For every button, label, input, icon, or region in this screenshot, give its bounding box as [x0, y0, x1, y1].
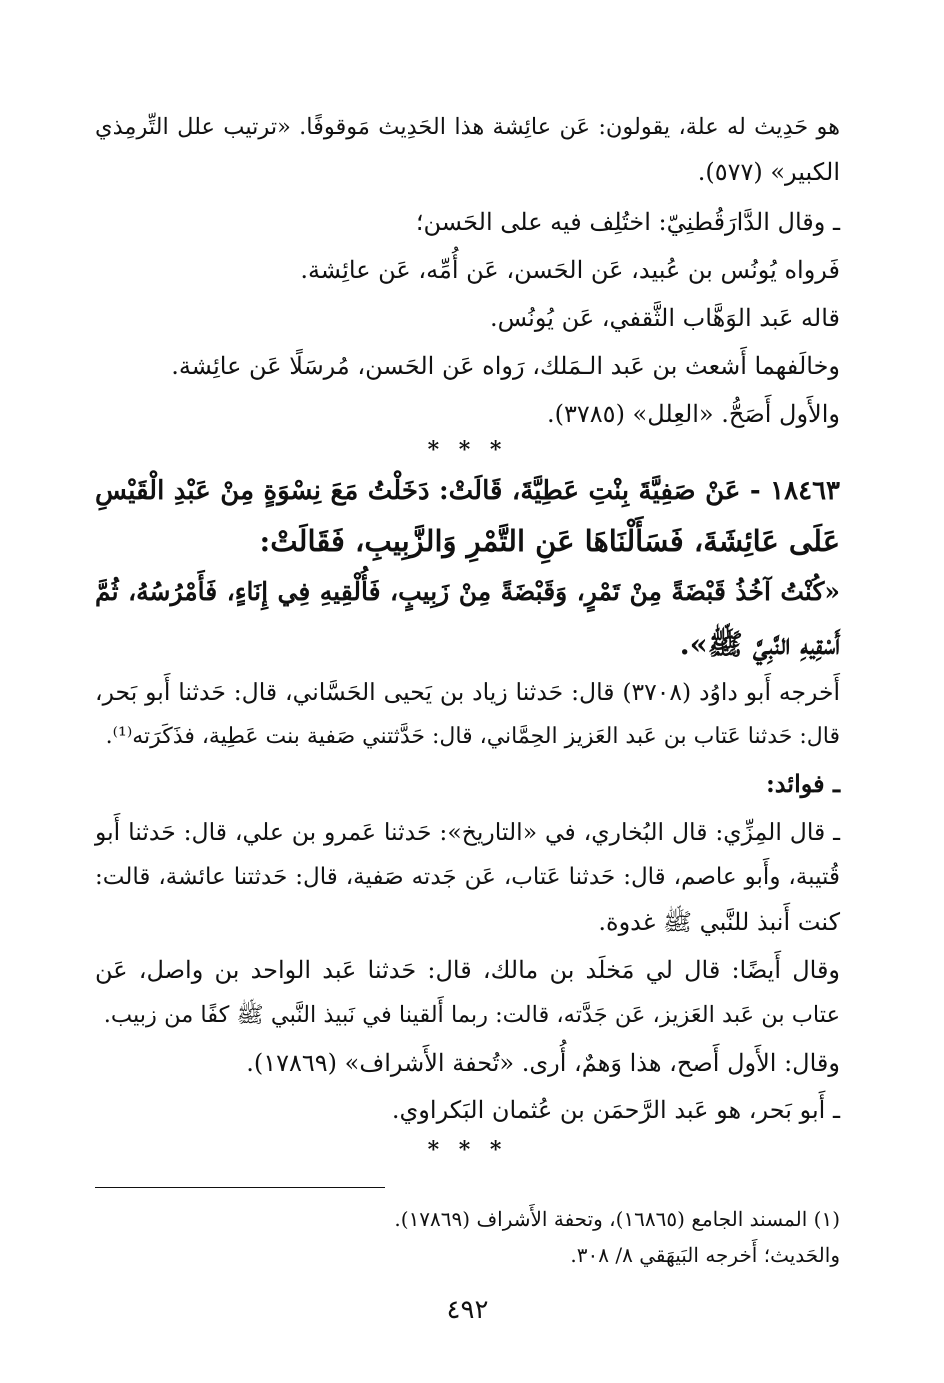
section-heading: ـ فوائد:: [765, 769, 840, 798]
text-line: عتاب بن عَبد العَزيز، عَن جَدَّته، قالت: ربما أَلقينا في نَبيذ النَّبي ﷺ كفًا من زبيب.: [103, 1002, 840, 1028]
text-line: الكبير» (٥٧٧).: [697, 158, 840, 186]
hadith-line: أَسْقِيهِ النَّبِيَّ ﷺ».: [679, 627, 840, 661]
text-line: ـ وقال الدَّارَقُطنِيّ: اختُلِف فيه على الحَسن؛: [415, 208, 840, 236]
hadith-line: عَلَى عَائِشَةَ، فَسَأَلْنَاهَا عَنِ التَّمْرِ وَالزَّبِيبِ، فَقَالَتْ:: [259, 524, 840, 558]
text-line: والأَول أَصَحُّ. «العِلل» (٣٧٨٥).: [547, 400, 840, 428]
text-line: وخالَفهما أَشعث بن عَبد الـمَلك، رَواه عَن الحَسن، مُرسَلًا عَن عائِشة.: [171, 352, 840, 380]
text-line: فَرواه يُونُس بن عُبيد، عَن الحَسن، عَن أُمِّه، عَن عائِشة.: [300, 256, 840, 284]
text-line: كنت أَنبذ للنَّبي ﷺ غدوة.: [598, 908, 840, 936]
text-line: ـ أَبو بَحر، هو عَبد الرَّحمَن بن عُثمان البَكراوي.: [391, 1096, 840, 1124]
hadith-line: ١٨٤٦٣ - عَنْ صَفِيَّةَ بِنْتِ عَطِيَّةَ، قَالَتْ: دَخَلْتُ مَعَ نِسْوَةٍ مِنْ عَبْدِ الْقَيْسِ: [95, 476, 840, 506]
text-line: قال: حَدثنا عَتاب بن عَبد العَزيز الحِمَّاني، قال: حَدَّثتني صَفية بنت عَطِية، فذَكَرَته⁽¹⁾.: [105, 724, 840, 749]
section-separator: * * *: [427, 437, 508, 463]
text-line: هو حَدِيث له علة، يقولون: عَن عائِشة هذا الحَدِيث مَوقوفًا. «ترتيب علل التِّرمِذي: [95, 114, 840, 140]
footnote-line: والحَديث؛ أَخرجه البَيهَقي ٨/ ٣٠٨.: [570, 1243, 840, 1267]
footnote-line: (١) المسند الجامع (١٦٨٦٥)، وتحفة الأَشراف (١٧٨٦٩).: [394, 1207, 840, 1231]
footnote-rule: [95, 1187, 385, 1188]
hadith-line: «كُنْتُ آخُذُ قَبْضَةً مِنْ تَمْرٍ، وَقَبْضَةً مِنْ زَبِيبٍ، فَأُلْقِيهِ فِي إِنَاءٍ، فَأَمْرُسُهُ، ثُمَّ: [95, 577, 840, 606]
text-line: أَخرجه أَبو داوُد (٣٧٠٨) قال: حَدثنا زياد بن يَحيى الحَسَّاني، قال: حَدثنا أَبو بَحر،: [95, 678, 840, 706]
section-separator: * * *: [427, 1137, 508, 1163]
page-number: ٤٩٢: [446, 1295, 489, 1325]
text-line: وقال أَيضًا: قال لي مَخلَد بن مالك، قال: حَدثنا عَبد الواحد بن واصل، عَن: [95, 956, 840, 984]
text-line: ـ قال المِزِّي: قال البُخاري، في «التاريخ»: حَدثنا عَمرو بن علي، قال: حَدثنا أَبو: [95, 818, 840, 846]
text-line: قُتيبة، وأَبو عاصم، قال: حَدثنا عَتاب، عَن جَدته صَفية، قال: حَدثتنا عائشة، قالت:: [95, 864, 840, 890]
text-line: قاله عَبد الوَهَّاب الثَّقفي، عَن يُونُس.: [489, 304, 840, 332]
text-line: وقال: الأَول أَصح، هذا وَهمٌ، أُرى. «تُحفة الأَشراف» (١٧٨٦٩).: [246, 1049, 840, 1077]
